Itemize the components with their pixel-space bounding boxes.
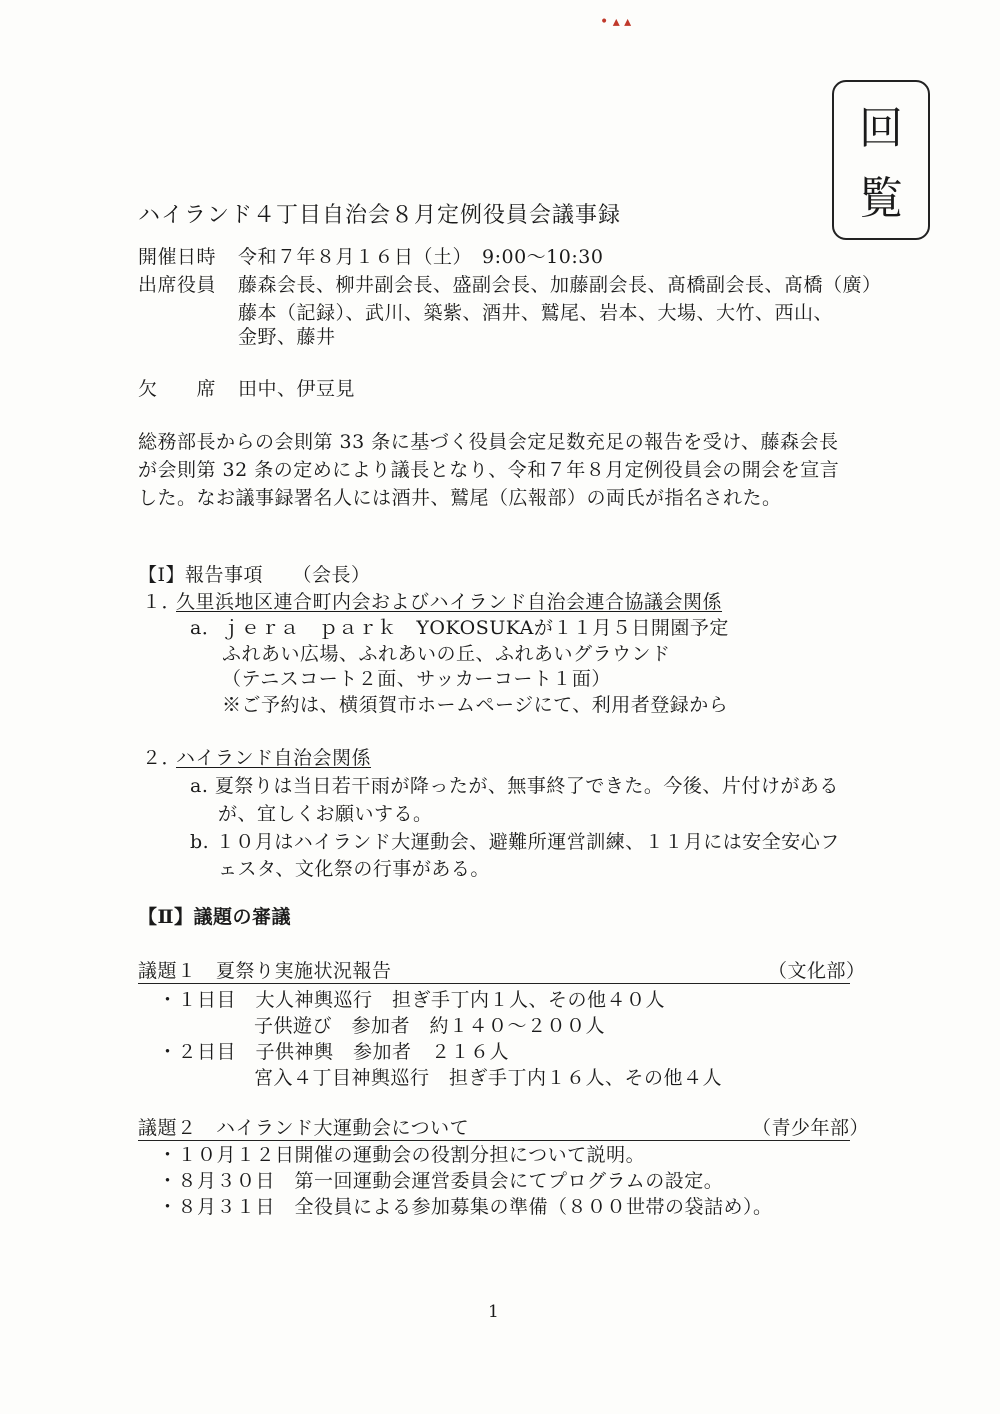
document-title: ハイランド４丁目自治会８月定例役員会議事録 — [138, 203, 622, 228]
topic-1-underline — [138, 983, 850, 984]
intro-line-1: 総務部長からの会則第 33 条に基づく役員会定足数充足の報告を受け、藤森会長 — [138, 431, 839, 453]
absent-value: 田中、伊豆見 — [238, 378, 356, 400]
topic-2-title: 議題２ ハイランド大運動会について — [138, 1117, 470, 1139]
section-1-heading: 【Ⅰ】報告事項 （会長） — [138, 564, 371, 586]
item-1-a-line-4: ※ご予約は、横須賀市ホームページにて、利用者登録から — [222, 694, 729, 716]
item-2-title: ハイランド自治会関係 — [176, 747, 372, 769]
date-label: 開催日時 — [138, 246, 217, 268]
topic-1-line-4: 宮入４丁目神輿巡行 担ぎ手丁内１６人、その他４人 — [254, 1067, 723, 1089]
item-2-number: ２． — [142, 747, 182, 769]
attendees-line-3: 金野、藤井 — [238, 326, 336, 348]
circulation-stamp — [832, 80, 930, 240]
intro-line-2: が会則第 32 条の定めにより議長となり、令和７年８月定例役員会の開会を宣言 — [138, 459, 840, 481]
section-2-heading: 【Ⅱ】議題の審議 — [138, 906, 292, 928]
attendees-line-2: 藤本（記録）、武川、築紫、酒井、鷲尾、岩本、大場、大竹、西山、 — [238, 302, 834, 324]
topic-1-title: 議題１ 夏祭り実施状況報告 — [138, 960, 392, 982]
page-number: 1 — [488, 1302, 499, 1322]
item-1-a-line-2: ふれあい広場、ふれあいの丘、ふれあいグラウンド — [222, 643, 671, 665]
topic-2-line-3: ・８月３１日 全役員による参加募集の準備（８００世帯の袋詰め）。 — [158, 1196, 773, 1218]
topic-2-line-2: ・８月３０日 第一回運動会運営委員会にてプログラムの設定。 — [158, 1170, 724, 1192]
topic-1-line-1: ・１日目 大人神輿巡行 担ぎ手丁内１人、その他４０人 — [158, 989, 666, 1011]
date-value: 令和７年８月１６日（土） 9:00～10:30 — [238, 246, 604, 268]
item-2-b-line-2: ェスタ、文化祭の行事がある。 — [218, 858, 490, 880]
attendees-label: 出席役員 — [138, 274, 217, 296]
item-2-b-line-1: b. １０月はハイランド大運動会、避難所運営訓練、１１月には安全安心フ — [190, 831, 840, 853]
intro-line-3: した。なお議事録署名人には酒井、鷲尾（広報部）の両氏が指名された。 — [138, 487, 782, 509]
item-1-number: １． — [142, 591, 182, 613]
topic-1-line-2: 子供遊び 参加者 約１４０～２００人 — [254, 1015, 606, 1037]
attendees-line-1: 藤森会長、柳井副会長、盛副会長、加藤副会長、髙橋副会長、髙橋（廣） — [238, 274, 882, 296]
topic-2-dept: （青少年部） — [752, 1117, 870, 1139]
item-1-a-line-3: （テニスコート２面、サッカーコート１面） — [222, 668, 611, 690]
item-1-a: a．ｊｅｒａ ｐａｒｋ YOKOSUKAが１１月５日開園予定 — [190, 617, 729, 639]
topic-1-dept: （文化部） — [768, 960, 866, 982]
ink-marks: • ▴ ▴ — [600, 14, 632, 30]
item-2-a-line-1: a. 夏祭りは当日若干雨が降ったが、無事終了できた。今後、片付けがある — [190, 775, 839, 797]
absent-label: 欠 席 — [138, 378, 217, 400]
topic-1-line-3: ・２日目 子供神輿 参加者 ２１６人 — [158, 1041, 510, 1063]
stamp-char-2: 覧 — [859, 173, 903, 224]
item-1-title: 久里浜地区連合町内会およびハイランド自治会連合協議会関係 — [176, 591, 723, 613]
item-2-a-line-2: が、宜しくお願いする。 — [218, 803, 433, 825]
stamp-char-1: 回 — [859, 103, 903, 154]
topic-2-line-1: ・１０月１２日開催の運動会の役割分担について説明。 — [158, 1144, 646, 1166]
